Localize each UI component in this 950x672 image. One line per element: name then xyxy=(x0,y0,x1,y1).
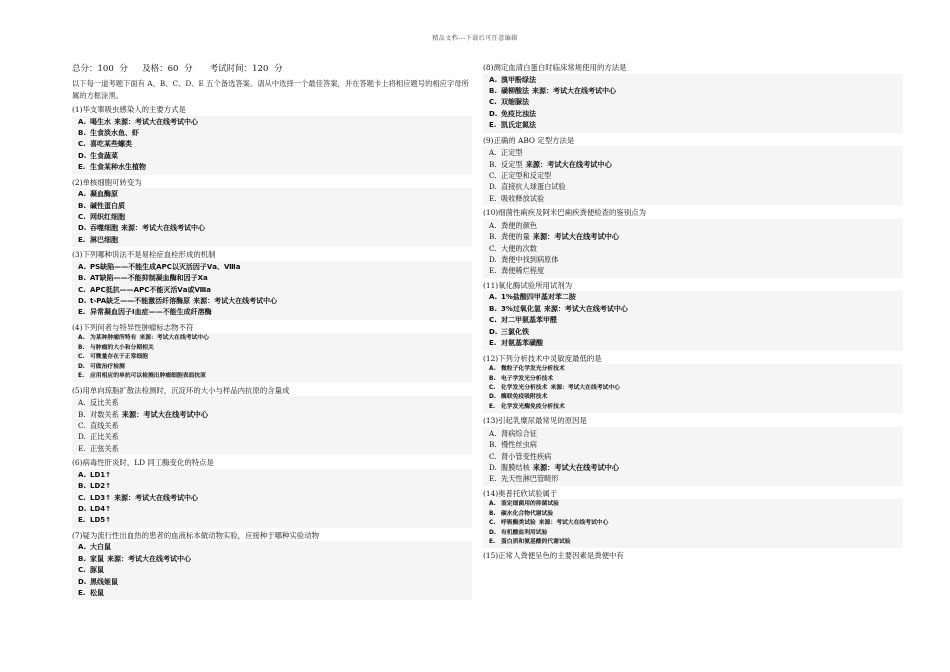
option-letter: C. xyxy=(78,566,86,575)
answer-option[interactable] xyxy=(78,117,472,128)
source-note: 来源：考试大在线考试中心 xyxy=(543,304,628,313)
option-text: 应用相应的单抗可以检测出肿瘤细胞表面抗原 xyxy=(90,373,206,380)
answer-option[interactable] xyxy=(78,353,472,362)
option-list xyxy=(72,396,472,455)
option-text: APC抵抗——APC不能灭活Ⅴa或Ⅷa xyxy=(90,285,211,294)
option-text: AT缺陷——不能抑制凝血酶和因子Xa xyxy=(90,274,208,283)
option-letter: B. xyxy=(78,201,86,210)
option-text: 3%过氧化氢 xyxy=(501,304,541,313)
question-item xyxy=(483,488,903,549)
answer-option[interactable] xyxy=(78,212,472,223)
option-text: 对二甲氨基苯甲醛 xyxy=(501,316,557,325)
option-letter: A. xyxy=(78,398,86,408)
answer-option[interactable] xyxy=(78,397,472,408)
option-text: 生食蔬菜 xyxy=(90,151,118,160)
question-stem: (4)下列何者与特异性肿瘤标志物不符 xyxy=(72,322,194,332)
question-item xyxy=(72,457,472,528)
option-letter: D. xyxy=(489,182,497,192)
source-note: 来源：考试大在线考试中心 xyxy=(532,462,620,472)
question-item xyxy=(483,353,903,414)
option-letter: E. xyxy=(78,308,86,317)
answer-option[interactable] xyxy=(489,181,903,192)
option-letter: A. xyxy=(489,75,498,84)
option-letter: C. xyxy=(78,420,86,430)
source-note: 来源：考试大在线考试中心 xyxy=(121,409,209,419)
answer-option[interactable] xyxy=(489,220,903,231)
answer-option[interactable] xyxy=(78,443,472,454)
option-text: 异常凝血因子Ⅰ血症——不能生成纤溶酶 xyxy=(90,308,212,317)
option-letter: C. xyxy=(78,285,86,294)
option-text: 酶联免疫吸附技术 xyxy=(501,394,548,401)
option-letter: D. xyxy=(489,109,498,118)
option-letter: C. xyxy=(489,243,497,253)
option-letter: D. xyxy=(78,432,86,442)
question-stem: (9)正确的 ABO 定型方法是 xyxy=(483,135,575,145)
option-text: 网织红细胞 xyxy=(90,213,125,222)
answer-option[interactable] xyxy=(489,315,903,326)
option-letter: E. xyxy=(78,516,86,525)
option-letter: A. xyxy=(489,428,497,438)
option-letter: E. xyxy=(78,588,86,597)
question-stem: (8)测定血清白蛋白时临床常规使用的方法是 xyxy=(483,63,627,72)
option-text: 喜吃某些螺类 xyxy=(90,140,132,149)
option-letter: A. xyxy=(78,262,87,271)
option-letter: D. xyxy=(489,255,497,265)
option-letter: B. xyxy=(489,87,497,95)
option-letter: E. xyxy=(489,339,497,348)
answer-option[interactable] xyxy=(489,338,903,349)
option-letter: D. xyxy=(489,529,497,536)
answer-option[interactable] xyxy=(78,420,472,431)
option-text: 1%盐酸四甲基对苯二胺 xyxy=(501,293,576,302)
option-letter: C. xyxy=(489,451,497,461)
answer-option[interactable] xyxy=(489,462,903,473)
option-text: 肾小管变性疾病 xyxy=(501,451,552,461)
option-text: 与肿瘤的大小和分期相关 xyxy=(90,344,154,351)
option-text: 电子学发光分析技术 xyxy=(501,375,554,382)
answer-option[interactable] xyxy=(489,393,903,402)
option-letter: D. xyxy=(78,224,87,233)
option-text: 可做治疗检测 xyxy=(90,363,125,370)
option-letter: D. xyxy=(78,297,87,306)
answer-option[interactable] xyxy=(489,147,903,158)
answer-option[interactable] xyxy=(78,201,472,212)
option-list xyxy=(483,74,903,133)
option-letter: D. xyxy=(78,504,87,513)
question-item xyxy=(72,385,472,456)
option-text: 蛋白质和氨基酸的代谢试验 xyxy=(501,538,571,545)
option-text: 凯氏定氮法 xyxy=(501,121,536,130)
answer-option[interactable] xyxy=(489,159,903,170)
option-text: 磺柳酸法 xyxy=(501,87,529,95)
option-text: 粪便中找到病原体 xyxy=(501,255,559,265)
option-list xyxy=(72,541,472,600)
option-letter: E. xyxy=(489,193,497,203)
question-item xyxy=(483,415,903,486)
answer-option[interactable] xyxy=(78,285,472,296)
option-letter: C. xyxy=(489,316,497,325)
option-letter: E. xyxy=(78,163,86,172)
answer-option[interactable] xyxy=(78,542,472,553)
answer-option[interactable] xyxy=(78,189,472,200)
source-note: 来源：考试大在线考试中心 xyxy=(193,297,278,306)
answer-option[interactable] xyxy=(78,273,472,284)
question-stem: (2)单核细胞可转变为 xyxy=(72,177,142,187)
answer-option[interactable] xyxy=(78,493,472,504)
answer-option[interactable] xyxy=(78,334,472,343)
option-letter: E. xyxy=(78,373,85,380)
option-list xyxy=(483,364,903,413)
option-letter: A. xyxy=(489,366,496,373)
option-letter: C. xyxy=(489,520,496,527)
option-letter: C. xyxy=(489,171,497,181)
answer-option[interactable] xyxy=(78,344,472,353)
answer-option[interactable] xyxy=(489,403,903,412)
option-letter: B. xyxy=(489,159,497,169)
option-list xyxy=(72,333,472,382)
question-item xyxy=(72,249,472,320)
answer-option[interactable] xyxy=(489,265,903,276)
option-text: 腹膜结核 xyxy=(501,462,530,472)
option-letter: C. xyxy=(78,493,86,502)
answer-option[interactable] xyxy=(489,439,903,450)
option-letter: A. xyxy=(78,335,85,342)
answer-option[interactable] xyxy=(489,97,903,108)
answer-option[interactable] xyxy=(78,128,472,139)
option-text: 反定型 xyxy=(501,159,523,169)
answer-option[interactable] xyxy=(78,588,472,599)
answer-option[interactable] xyxy=(78,372,472,381)
answer-option[interactable] xyxy=(78,470,472,481)
option-text: 凝血酶原 xyxy=(90,190,118,199)
answer-option[interactable] xyxy=(78,162,472,173)
exam-stats: 总分：100 分 及格：60 分 考试时间：120 分 xyxy=(72,64,283,74)
option-letter: B. xyxy=(78,482,86,491)
option-text: PS缺陷——不能生成APC以灭活因子Ⅴa、Ⅷa xyxy=(90,262,241,271)
question-item xyxy=(72,322,472,383)
answer-option[interactable] xyxy=(489,500,903,509)
option-list xyxy=(72,469,472,528)
answer-option[interactable] xyxy=(489,365,903,374)
answer-option[interactable] xyxy=(489,529,903,538)
option-letter: E. xyxy=(78,443,86,453)
option-text: 粪便的颜色 xyxy=(501,220,537,230)
answer-option[interactable] xyxy=(78,307,472,318)
option-letter: B. xyxy=(78,274,86,283)
question-stem: (10)细菌性痢疾及阿米巴痢疾粪便检查的鉴别点为 xyxy=(483,208,646,218)
answer-option[interactable] xyxy=(489,292,903,303)
answer-option[interactable] xyxy=(489,519,903,528)
option-text: 吞噬细胞 xyxy=(90,224,118,233)
option-letter: C. xyxy=(78,213,86,222)
option-text: 对氨基苯磺酸 xyxy=(501,339,543,348)
question-stem: (14)奥普托欣试验属于 xyxy=(483,488,558,498)
answer-option[interactable] xyxy=(78,139,472,150)
question-stem: (3)下列哪种说法不是易栓症血栓形成的机制 xyxy=(72,250,216,260)
answer-option[interactable] xyxy=(489,109,903,120)
answer-option[interactable] xyxy=(489,384,903,393)
option-text: 喝生水 xyxy=(90,117,111,126)
option-text: 直线关系 xyxy=(90,420,119,430)
answer-option[interactable] xyxy=(489,327,903,338)
answer-option[interactable] xyxy=(489,473,903,484)
option-letter: E. xyxy=(489,538,496,545)
option-text: 正比关系 xyxy=(90,432,119,442)
right-column xyxy=(483,62,903,562)
source-note: 来源：考试大在线考试中心 xyxy=(532,87,616,95)
option-letter: E. xyxy=(489,474,497,484)
option-letter: E. xyxy=(78,235,86,244)
question-stem: (12)下列分析技术中灵敏度最低的是 xyxy=(483,353,602,363)
right-question-list xyxy=(483,62,903,562)
option-list xyxy=(483,291,903,350)
option-text: 鉴定细菌用的抑菌试验 xyxy=(501,501,559,508)
option-text: 家鼠 xyxy=(90,554,104,563)
source-note: 来源：考试大在线考试中心 xyxy=(550,384,620,391)
question-stem: (5)用单向琼脂扩散法检测时，沉淀环的大小与样品内抗原的含量成 xyxy=(72,385,290,395)
answer-option[interactable] xyxy=(78,504,472,515)
option-letter: C. xyxy=(78,140,86,149)
answer-option[interactable] xyxy=(78,296,472,307)
answer-option[interactable] xyxy=(78,577,472,588)
question-item xyxy=(72,530,472,601)
option-list xyxy=(72,116,472,175)
option-list xyxy=(483,499,903,548)
question-item xyxy=(72,177,472,248)
answer-option[interactable] xyxy=(489,120,903,131)
option-text: 直接抗人球蛋白试验 xyxy=(501,182,566,192)
option-letter: C. xyxy=(489,98,497,107)
option-letter: A. xyxy=(78,117,87,126)
option-text: LD3↑ xyxy=(90,493,112,502)
answer-option[interactable] xyxy=(78,515,472,526)
source-note: 来源：考试大在线考试中心 xyxy=(121,224,205,233)
option-letter: C. xyxy=(78,354,85,361)
option-letter: B. xyxy=(78,409,86,419)
option-letter: A. xyxy=(489,220,497,230)
option-text: 大白鼠 xyxy=(90,543,111,552)
source-note: 来源：考试大在线考试中心 xyxy=(532,232,620,242)
question-stem: (1)华支睾吸虫感染人的主要方式是 xyxy=(72,105,186,114)
answer-option[interactable] xyxy=(78,481,472,492)
option-text: t-PA缺乏——不能激活纤溶酶原 xyxy=(90,297,191,306)
option-letter: B. xyxy=(78,344,85,351)
option-text: LD5↑ xyxy=(90,516,112,525)
source-note: 来源：考试大在线考试中心 xyxy=(114,117,198,126)
option-list xyxy=(483,219,903,278)
option-text: 淋巴细胞 xyxy=(90,235,118,244)
option-letter: D. xyxy=(78,363,86,370)
question-item xyxy=(483,550,903,562)
option-letter: B. xyxy=(489,375,496,382)
option-text: 反比关系 xyxy=(90,398,119,408)
answer-option[interactable] xyxy=(78,565,472,576)
question-stem: (7)疑为流行性出血热的患者的血液标本做动物实验，应接种于哪种实验动物 xyxy=(72,530,319,540)
option-text: 双缩脲法 xyxy=(501,98,529,107)
option-text: 豚鼠 xyxy=(90,566,104,575)
option-text: 正定型 xyxy=(501,148,523,158)
answer-option[interactable] xyxy=(78,554,472,565)
source-note: 来源：考试大在线考试中心 xyxy=(139,335,209,342)
option-letter: A. xyxy=(489,148,497,158)
answer-option[interactable] xyxy=(78,363,472,372)
answer-option[interactable] xyxy=(489,254,903,265)
page-header: 精品文档---下载后可任意编辑 xyxy=(432,35,518,42)
option-letter: D. xyxy=(489,327,498,336)
answer-option[interactable] xyxy=(489,451,903,462)
answer-option[interactable] xyxy=(78,409,472,420)
option-text: 生食某种水生植物 xyxy=(90,163,146,172)
question-stem: (15)正常人粪便呈色的主要因素是粪便中有 xyxy=(483,551,624,561)
left-column xyxy=(72,62,472,602)
option-text: 慢性丝虫病 xyxy=(501,440,537,450)
option-list xyxy=(72,261,472,320)
option-letter: E. xyxy=(489,266,497,276)
option-letter: B. xyxy=(78,554,86,563)
option-text: LD4↑ xyxy=(90,504,112,513)
option-letter: B. xyxy=(489,440,497,450)
option-letter: B. xyxy=(78,129,86,137)
option-text: 生食淡水鱼、虾 xyxy=(90,129,139,137)
option-letter: A. xyxy=(78,190,87,199)
answer-option[interactable] xyxy=(489,231,903,242)
option-text: LD2↑ xyxy=(90,482,112,491)
option-text: 正定型和反定型 xyxy=(501,171,552,181)
option-text: 碳水化合物代谢试验 xyxy=(501,510,554,517)
question-item xyxy=(483,207,903,278)
option-letter: B. xyxy=(489,232,497,242)
option-letter: C. xyxy=(489,384,496,391)
option-letter: D. xyxy=(78,151,87,160)
option-list xyxy=(483,146,903,205)
source-note: 来源：考试大在线考试中心 xyxy=(538,520,609,527)
option-text: LD1↑ xyxy=(90,470,112,479)
option-letter: E. xyxy=(489,403,496,410)
option-letter: B. xyxy=(489,510,496,517)
option-text: 可微量存在于正常细胞 xyxy=(90,354,148,361)
option-letter: E. xyxy=(489,121,497,130)
exam-instructions: 以下每一道考题下面有 A、B、C、D、E 五个备选答案。请从中选择一个最佳答案，并在答题卡上将相应题号的相应字母所属的方框涂黑。 xyxy=(72,79,469,100)
question-item xyxy=(483,280,903,351)
option-text: 对数关系 xyxy=(90,409,119,419)
option-text: 微粒子化学发光分析技术 xyxy=(501,366,565,373)
option-text: 正弦关系 xyxy=(90,443,119,453)
answer-option[interactable] xyxy=(78,235,472,246)
question-item xyxy=(72,104,472,175)
option-text: 粪便稀烂程度 xyxy=(501,266,545,276)
answer-option[interactable] xyxy=(489,86,903,97)
question-item xyxy=(483,135,903,206)
answer-option[interactable] xyxy=(489,243,903,254)
option-text: 吸收释放试验 xyxy=(501,193,545,203)
option-text: 免疫比浊法 xyxy=(501,109,536,118)
option-letter: D. xyxy=(489,462,497,472)
answer-option[interactable] xyxy=(489,304,903,315)
answer-option[interactable] xyxy=(78,151,472,162)
option-letter: A. xyxy=(78,543,87,552)
option-text: 有机酸盐利用试验 xyxy=(501,529,548,536)
option-text: 三氯化铁 xyxy=(501,327,529,336)
option-text: 大便的次数 xyxy=(501,243,537,253)
option-letter: A. xyxy=(78,470,87,479)
answer-option[interactable] xyxy=(78,431,472,442)
question-stem: (11)氧化酶试验所用试剂为 xyxy=(483,280,573,290)
option-letter: D. xyxy=(489,394,497,401)
source-note: 来源：考试大在线考试中心 xyxy=(114,493,199,502)
answer-option[interactable] xyxy=(78,223,472,234)
option-letter: B. xyxy=(489,304,497,313)
answer-option[interactable] xyxy=(489,510,903,519)
option-text: 化学发光分析技术 xyxy=(501,384,548,391)
option-text: 肾病综合征 xyxy=(501,428,537,438)
option-text: 呼吸酶类试验 xyxy=(501,520,536,527)
answer-option[interactable] xyxy=(489,428,903,439)
option-list xyxy=(72,188,472,247)
option-text: 碱性蛋白质 xyxy=(90,201,125,210)
answer-option[interactable] xyxy=(489,75,903,86)
option-letter: D. xyxy=(78,577,87,586)
answer-option[interactable] xyxy=(78,262,472,273)
source-note: 来源：考试大在线考试中心 xyxy=(525,159,612,169)
source-note: 来源：考试大在线考试中心 xyxy=(107,554,191,563)
option-text: 先天性淋巴管畸形 xyxy=(501,474,559,484)
option-text: 溴甲酚绿法 xyxy=(501,75,536,84)
answer-option[interactable] xyxy=(489,170,903,181)
option-list xyxy=(483,427,903,486)
option-text: 化学发光酶免疫分析技术 xyxy=(501,403,565,410)
question-stem: (13)引起乳糜尿最常见的原因是 xyxy=(483,416,587,426)
answer-option[interactable] xyxy=(489,538,903,547)
option-letter: A. xyxy=(489,293,498,302)
answer-option[interactable] xyxy=(489,193,903,204)
left-question-list xyxy=(72,104,472,600)
option-text: 为某种肿瘤所特有 xyxy=(90,335,137,342)
option-text: 粪便的量 xyxy=(501,232,530,242)
question-stem: (6)病毒性肝炎时，LD 同工酶变化的特点是 xyxy=(72,458,214,468)
option-letter: A. xyxy=(489,501,496,508)
option-text: 黑线姬鼠 xyxy=(90,577,118,586)
answer-option[interactable] xyxy=(489,375,903,384)
question-item xyxy=(483,62,903,133)
option-text: 松鼠 xyxy=(90,588,104,597)
